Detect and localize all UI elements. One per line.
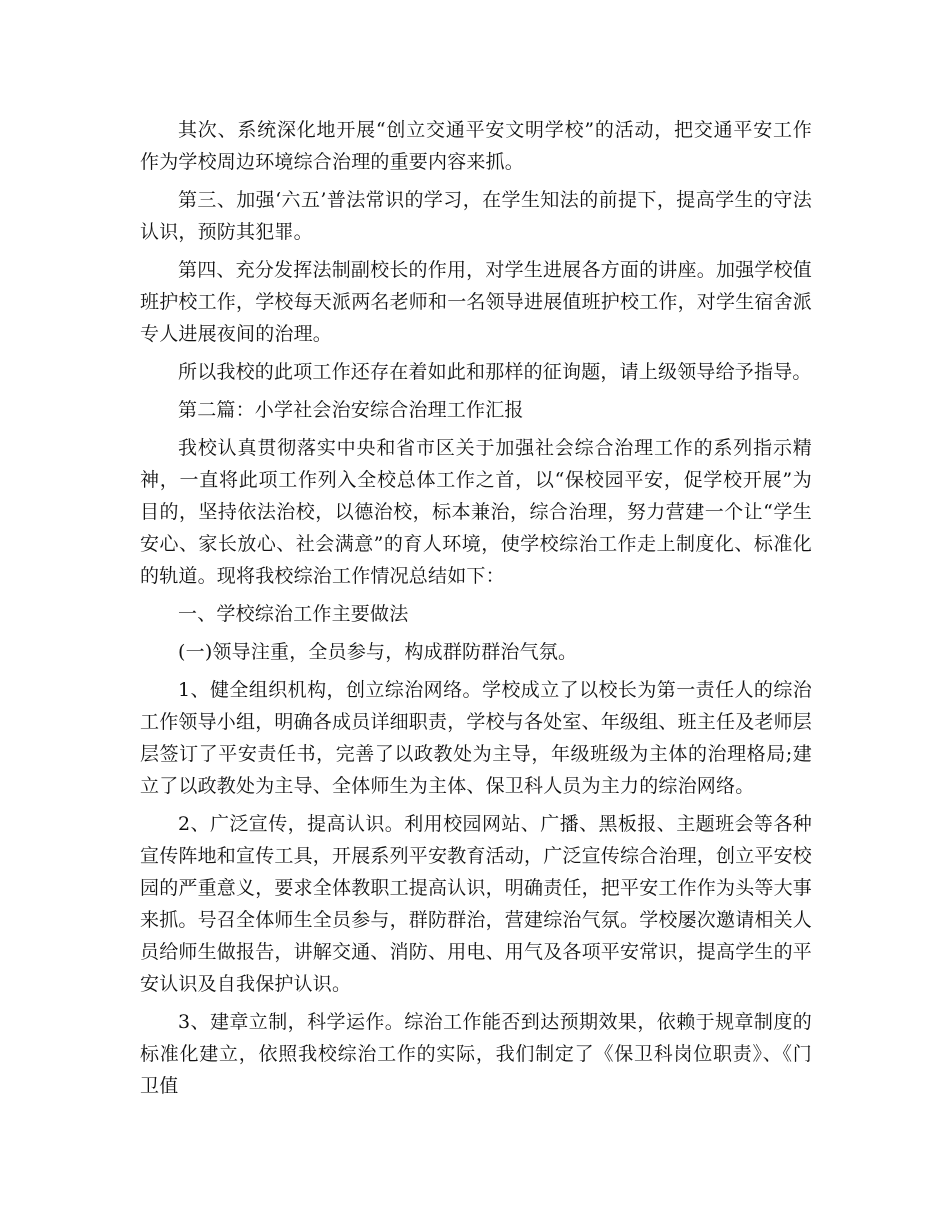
paragraph-organization: 1、健全组织机构，创立综治网络。学校成立了以校长为第一责任人的综治工作领导小组，明确各成员详细职责，学校与各处室、年级组、班主任及老师层层签订了平安责任书，完善了以政教处为主导，年级班级为主体的治理格局;建立了以政教处为主导、全体师生为主体、保卫科人员为主力的综治网络。 <box>140 679 813 797</box>
paragraph-vice-principal-duty: 第四、充分发挥法制副校长的作用，对学生进展各方面的讲座。加强学校值班护校工作，学校每天派两名老师和一名领导进展值班护校工作，对学生宿舍派专人进展夜间的治理。 <box>140 259 813 345</box>
document-page <box>140 114 812 1108</box>
subheading-leadership: (一)领导注重，全员参与，构成群防群治气氛。 <box>178 641 578 663</box>
subheading-main-practices: 一、学校综治工作主要做法 <box>178 603 409 625</box>
paragraph-publicity: 2、广泛宣传，提高认识。利用校园网站、广播、黑板报、主题班会等各种宣传阵地和宣传工具，开展系列平安教育活动，广泛宣传综合治理，创立平安校园的严重意义，要求全体教职工提高认识，明确责任，把平安工作作为头等大事来抓。号召全体师生全员参与，群防群治，营建综治气氛。学校屡次邀请相关人员给师生做报告，讲解交通、消防、用电、用气及各项平安常识，提高学生的平安认识及自我保护认识。 <box>140 813 813 995</box>
section-heading-part-two: 第二篇：小学社会治安综合治理工作汇报 <box>178 399 524 421</box>
paragraph-legal-education: 第三、加强‘六五’普法常识的学习，在学生知法的前提下，提高学生的守法认识，预防其犯罪。 <box>140 189 812 243</box>
paragraph-request-guidance: 所以我校的此项工作还存在着如此和那样的征询题，请上级领导给予指导。 <box>178 361 812 383</box>
paragraph-regulations: 3、建章立制，科学运作。综治工作能否到达预期效果，依赖于规章制度的标准化建立，依照我校综治工作的实际，我们制定了《保卫科岗位职责》、《门卫值 <box>140 1011 812 1097</box>
paragraph-intro-summary: 我校认真贯彻落实中央和省市区关于加强社会综合治理工作的系列指示精神，一直将此项工作列入全校总体工作之首，以“保校园平安，促学校开展”为目的，坚持依法治校，以德治校，标本兼治，综合治理，努力营建一个让“学生安心、家长放心、社会满意”的育人环境，使学校综治工作走上制度化、标准化的轨道。现将我校综治工作情况总结如下： <box>140 437 812 587</box>
paragraph-traffic-safety: 其次、系统深化地开展“创立交通平安文明学校”的活动，把交通平安工作作为学校周边环境综合治理的重要内容来抓。 <box>140 119 812 173</box>
